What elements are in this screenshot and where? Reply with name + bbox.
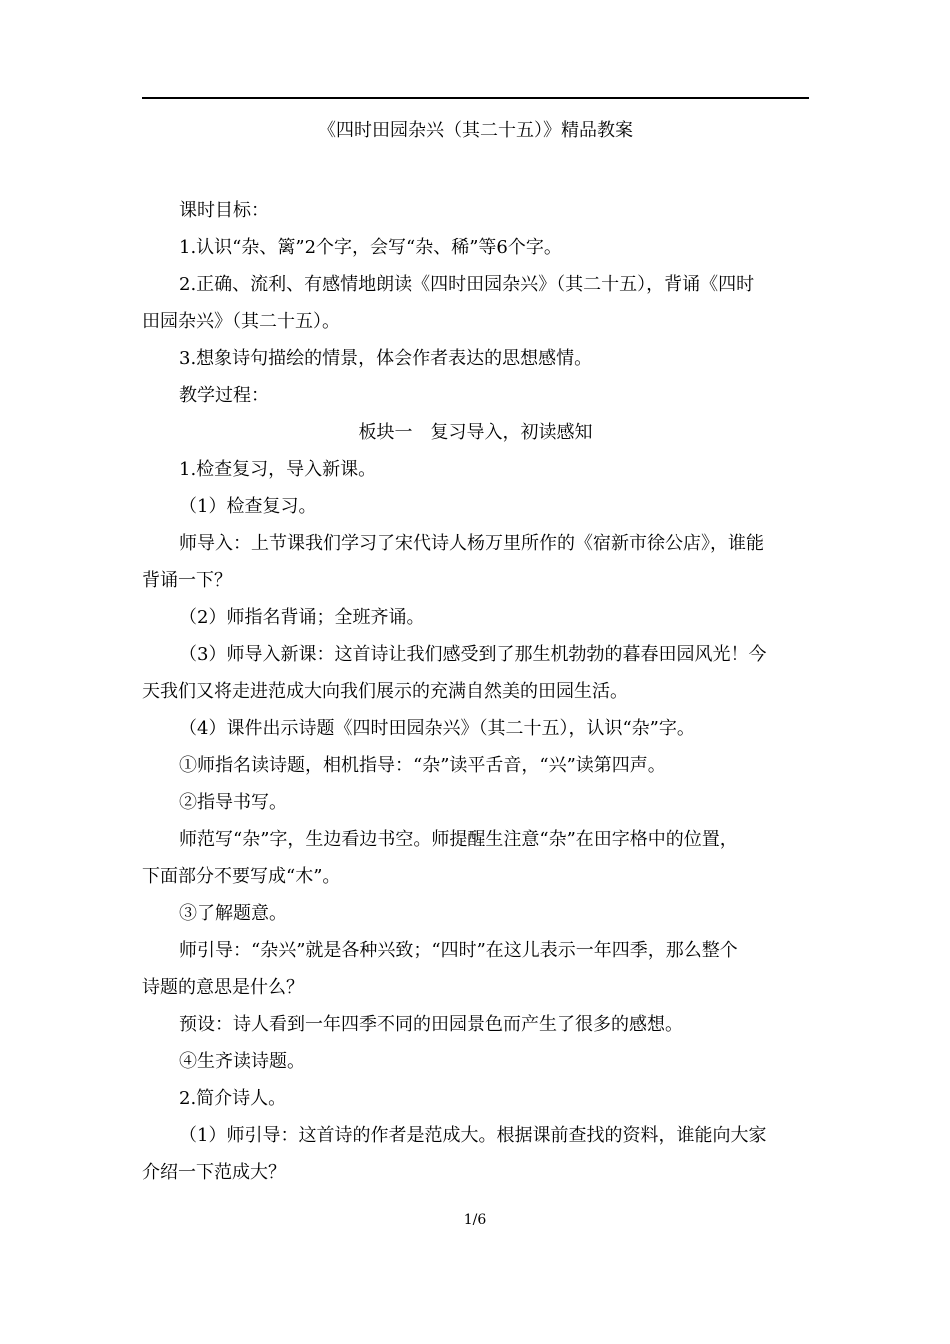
text-line: 田园杂兴》（其二十五）。 [142, 311, 340, 332]
document-body [142, 192, 809, 1191]
text-line: （2）师指名背诵；全班齐诵。 [179, 607, 425, 628]
document-title: 《四时田园杂兴（其二十五）》精品教案 [318, 120, 633, 141]
text-line: 1.检查复习，导入新课。 [179, 459, 377, 480]
text-line: 诗题的意思是什么？ [142, 977, 304, 998]
text-line: 下面部分不要写成“木”。 [142, 866, 341, 887]
page-number: 1/6 [463, 1212, 487, 1228]
text-line: 介绍一下范成大？ [142, 1162, 286, 1183]
text-line: 背诵一下？ [142, 570, 232, 591]
text-line: 2.正确、流利、有感情地朗读《四时田园杂兴》（其二十五），背诵《四时 [179, 274, 755, 295]
text-line: 1.认识“杂、篱”2个字，会写“杂、稀”等6个字。 [179, 237, 562, 258]
text-line: 教学过程： [179, 385, 269, 406]
text-line: （4）课件出示诗题《四时田园杂兴》（其二十五），认识“杂”字。 [179, 718, 695, 739]
text-line: 师范写“杂”字，生边看边书空。师提醒生注意“杂”在田字格中的位置， [179, 829, 738, 850]
text-line: ④生齐读诗题。 [179, 1051, 305, 1072]
section-heading: 板块一 复习导入，初读感知 [358, 422, 593, 443]
header-rule [142, 97, 809, 99]
text-line: ②指导书写。 [179, 792, 287, 813]
text-line: 师导入：上节课我们学习了宋代诗人杨万里所作的《宿新市徐公店》，谁能 [179, 533, 764, 554]
text-line: 2.简介诗人。 [179, 1088, 287, 1109]
text-line: 课时目标： [179, 200, 269, 221]
text-line: ①师指名读诗题，相机指导：“杂”读平舌音，“兴”读第四声。 [179, 755, 666, 776]
text-line: 天我们又将走进范成大向我们展示的充满自然美的田园生活。 [142, 681, 628, 702]
text-line: 预设：诗人看到一年四季不同的田园景色而产生了很多的感想。 [179, 1014, 683, 1035]
text-line: 师引导：“杂兴”就是各种兴致；“四时”在这儿表示一年四季，那么整个 [179, 940, 738, 961]
text-line: （1）检查复习。 [179, 496, 317, 517]
text-line: ③了解题意。 [179, 903, 287, 924]
text-line: （3）师导入新课：这首诗让我们感受到了那生机勃勃的暮春田园风光！今 [179, 644, 767, 665]
text-line: （1）师引导：这首诗的作者是范成大。根据课前查找的资料，谁能向大家 [179, 1125, 767, 1146]
text-line: 3.想象诗句描绘的情景，体会作者表达的思想感情。 [179, 348, 593, 369]
